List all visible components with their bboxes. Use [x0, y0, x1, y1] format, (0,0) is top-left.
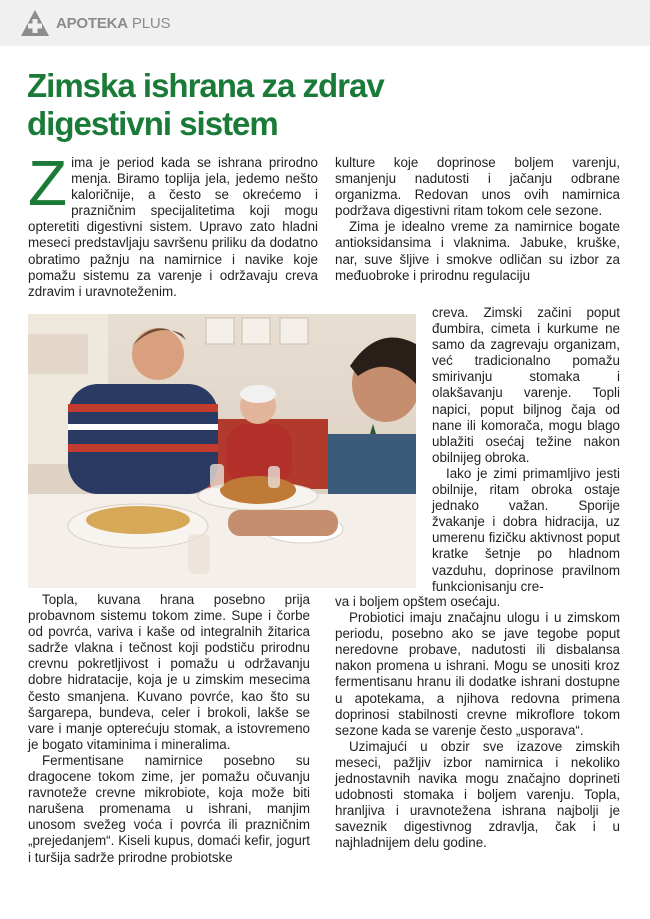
- paragraph-meal-rhythm-cont: va i boljem opštem osećaju.: [335, 594, 501, 609]
- dinner-scene-image: [28, 314, 416, 588]
- paragraph-probiotics: Probiotici imaju značajnu ulogu i u zimskom periodu, posebno ako se jave tegobe poput neredovne probave, nadutosti ili disbalansa nakon promena u ishrani. Mogu se unositi kroz fermentisanu hranu ili dodatke ishrani dostupne u apotekama, a njihova redovna primena doprinosi stabilnosti crevne mikroflore tokom sezone kada se varenje često „usporava“.: [335, 610, 620, 738]
- paragraph-conclusion: Uzimajući u obzir sve izazove zimskih meseci, pažljiv izbor namirnica i nekoliko jednostavnih navika mogu značajno doprineti udobnosti stomaka i boljem varenju. Topla, hranljiva i uravnotežena ishrana najbolji je saveznik digestivnog zdravlja, čak i u najhladnijem delu godine.: [335, 738, 620, 851]
- brand-logo[interactable]: [20, 9, 170, 37]
- family-dinner-photo: [28, 314, 416, 588]
- article-title: [27, 67, 627, 143]
- right-column-top: [335, 155, 620, 284]
- cross-logo-icon: [20, 9, 50, 37]
- right-column-narrow: [432, 305, 620, 595]
- left-column-top: [28, 147, 318, 300]
- title-line-2: digestivni sistem: [27, 105, 278, 142]
- intro-paragraph: Zima je period kada se ishrana prirodno menja. Biramo toplija jela, jedemo nešto kaloričnije, a često se okrećemo i prazničnim specijalitetima koji mogu opteretiti digestivni sistem. Upravo zato hladni meseci predstavljaju savršenu priliku da dodatno obratimo pažnju na namirnice i navike koje pomažu sistemu za varenje i održavaju creva zdravim i uravnoteženim.: [28, 147, 318, 299]
- header-bar: [0, 0, 650, 46]
- paragraph-meal-rhythm: Iako je zimi primamljivo jesti obilnije, ritam obroka ostaje jednako važan. Sporije žvakanje i dobra hidracija, uz umerenu fizičku aktivnost poput kratke šetnje po hladnom vazduhu, doprinose pravilnom funkcionisanju cre-: [432, 465, 620, 594]
- brand-name: APOTEKA PLUS: [56, 14, 171, 32]
- right-column-bottom: [335, 594, 620, 852]
- title-line-1: Zimska ishrana za zdrav: [27, 67, 384, 104]
- drop-cap: Z: [28, 147, 68, 219]
- left-column-bottom: [28, 592, 310, 866]
- paragraph-warm-food: Topla, kuvana hrana posebno prija probavnom sistemu tokom zime. Supe i čorbe od povrća, variva i kaše od integralnih žitarica sadrže vlakna i tečnost koji podstiču prirodnu crevnu pokretljivost i pomažu u održavanju dobre hidratacije, koja je u zimskim mesecima često smanjena. Kuvano povrće, kao što su šargarepa, bundeva, celer i brokoli, lakše se vare i manje opterećuju stomak, a istovremeno je bogato vitaminima i mineralima.: [28, 592, 310, 752]
- paragraph-fermented: Fermentisane namirnice posebno su dragocene tokom zime, jer pomažu očuvanju ravnoteže crevne mikrobiote, koja može biti narušena promenama u ishrani, manjim unosom svežeg voća i povrća ili prazničnim „prejedanjem“. Kiseli kupus, domaći kefir, jogurt i turšija sadrže prirodne probiotske: [28, 752, 310, 865]
- paragraph-antioxidants: Zima je idealno vreme za namirnice bogate antioksidansima i vlaknima. Jabuke, kruške, nar, suve šljive i smokve odličan su izbor za međuobroke i prirodnu regulaciju: [335, 219, 620, 283]
- paragraph-spices: creva. Zimski začini poput đumbira, cimeta i kurkume ne samo da zagrevaju organizam, već tradicionalno pomažu smirivanju stomaka i olakšavanju varenje. Topli napici, poput biljnog čaja od nane ili komorača, mogu blago ublažiti osećaj težine nakon obilnijeg obroka.: [432, 305, 620, 465]
- paragraph-fermented-cont: kulture koje doprinose boljem varenju, smanjenju nadutosti i jačanju odbrane organizma. Redovan unos ovih namirnica podržava digestivni ritam tokom cele sezone.: [335, 155, 620, 219]
